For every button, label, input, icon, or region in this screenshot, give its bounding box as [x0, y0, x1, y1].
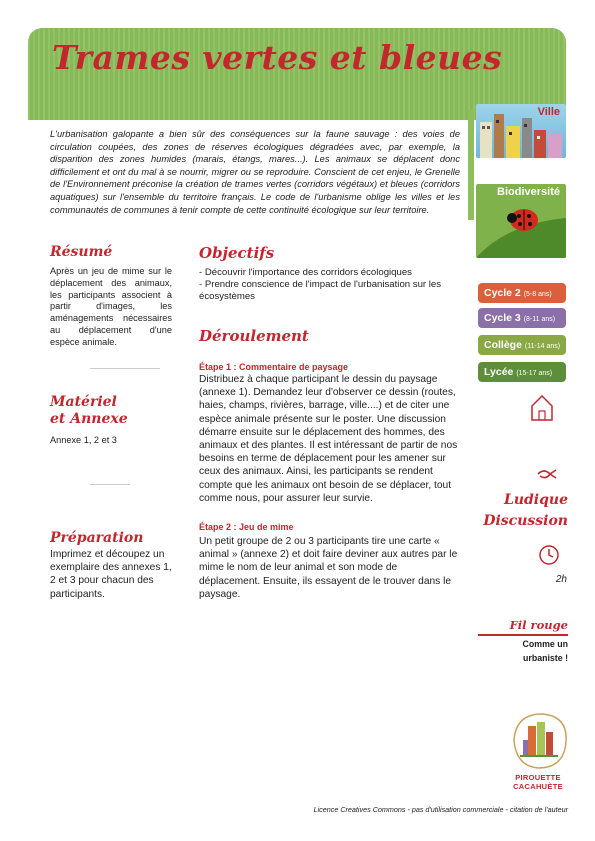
materiel-text: Annexe 1, 2 et 3 [50, 435, 117, 445]
activity-type-line2: Discussion [483, 513, 568, 529]
cycle-label: Lycée [484, 366, 514, 378]
cycle-badge [478, 362, 566, 382]
resume-text: Après un jeu de mime sur le déplacement des animaux, les participants associent à partir d'images, les aménagements nécessaires au déplacement d'une espèce animale. [50, 266, 172, 347]
pirouette-cacahuete-logo [506, 710, 572, 772]
activity-type [480, 490, 568, 532]
materiel-heading [50, 394, 128, 428]
cycle-badge [478, 283, 566, 303]
objectifs-heading: Objectifs [199, 244, 275, 262]
cycle-label: Cycle 3 [484, 312, 521, 324]
cycle-ages: (8-11 ans) [523, 316, 556, 323]
fil-rouge-text [478, 638, 568, 665]
cycle-badge [478, 308, 566, 328]
fil-rouge-line1: Comme un [522, 639, 568, 649]
tile-biodiversite [476, 184, 566, 258]
arrow-icon [536, 466, 558, 482]
page-title: Trames vertes et bleues [52, 38, 503, 77]
materiel-heading-line2: et Annexe [50, 411, 128, 427]
preparation-text: Imprimez et découpez un exemplaire des annexes 1, 2 et 3 pour chacun des participants. [50, 549, 172, 600]
step2-text: Un petit groupe de 2 ou 3 participants tire une carte « animal » (annexe 2) et doit faire deviner aux autres par le mime le nom de leur animal et son mode de déplacement. Ensuite, ils essayent de le trouver dans le paysage. [199, 536, 458, 600]
step1-title: Étape 1 : Commentaire de paysage [199, 362, 349, 372]
resume-heading: Résumé [50, 244, 113, 260]
tile-biodiversite-label: Biodiversité [497, 186, 560, 198]
step1-text: Distribuez à chaque participant le dessin du paysage (annexe 1). Demandez leur d'observer ce dessin (routes, haies, champs, rivières, barrage, ville....) et de citer une espèce animale présente sur le poster. Une discussion démarre ensuite sur le déplacement des hommes, des animaux et des plantes. Il est intéressant de partir de nos besoins en terme de déplacement pour les amener sur ceux des animaux. Ainsi, les participants se rendent compte que les animaux ont besoin de se déplacer, tout comme nous, pour assurer leur survie. [199, 374, 458, 504]
preparation-heading: Préparation [50, 530, 144, 546]
materiel-heading-line1: Matériel [50, 394, 117, 410]
cycle-label: Collège [484, 339, 522, 351]
logo-text-line1: PIROUETTE [515, 773, 561, 782]
step2-title: Étape 2 : Jeu de mime [199, 522, 294, 532]
clock-icon [538, 544, 560, 566]
cycle-label: Cycle 2 [484, 287, 521, 299]
objectif-item: - Prendre conscience de l'impact de l'urbanisation sur les écosystèmes [199, 278, 442, 302]
fil-rouge-line2: urbaniste ! [523, 652, 568, 663]
footer-license: Licence Creatives Commons - pas d'utilisation commerciale - citation de l'auteur [313, 805, 568, 814]
divider [90, 368, 160, 369]
cycle-ages: (5-8 ans) [523, 291, 552, 298]
banner-tail [468, 110, 474, 220]
activity-type-line1: Ludique [503, 492, 568, 508]
cycle-badge [478, 335, 566, 355]
deroulement-heading: Déroulement [199, 327, 309, 345]
cycle-ages: (11-14 ans) [524, 343, 561, 350]
logo-text [500, 773, 576, 791]
objectif-item: - Découvrir l'importance des corridors écologiques [199, 267, 412, 278]
divider [90, 484, 130, 485]
cycle-ages: (15-17 ans) [516, 370, 553, 377]
objectifs-list [199, 267, 461, 302]
tile-ville [476, 104, 566, 158]
house-icon [528, 392, 556, 422]
intro-paragraph: L'urbanisation galopante a bien sûr des conséquences sur la faune sauvage : des voies de circulation coupées, des zones de réserves écologiques dégradées avec, par exemple, la disparition des zones humides (marais, étangs, mares...). Les animaux se déplacent donc difficilement et ont du mal à se nourrir, migrer ou se reproduire. Conscient de cet enjeu, le Grenelle de l'Environnement préconise la création de trames vertes (corridors végétaux) et bleues (corridors aquatiques) sur l'ensemble du territoire français. Le code de l'urbanisme oblige les villes et les communautés de communes à tenir compte de cette continuité écologique sur leur territoire. [50, 129, 460, 215]
logo-text-line2: CACAHUÈTE [513, 782, 563, 791]
tile-ville-label: Ville [537, 106, 560, 118]
duration: 2h [555, 574, 567, 585]
fil-rouge-heading: Fil rouge [478, 618, 568, 636]
